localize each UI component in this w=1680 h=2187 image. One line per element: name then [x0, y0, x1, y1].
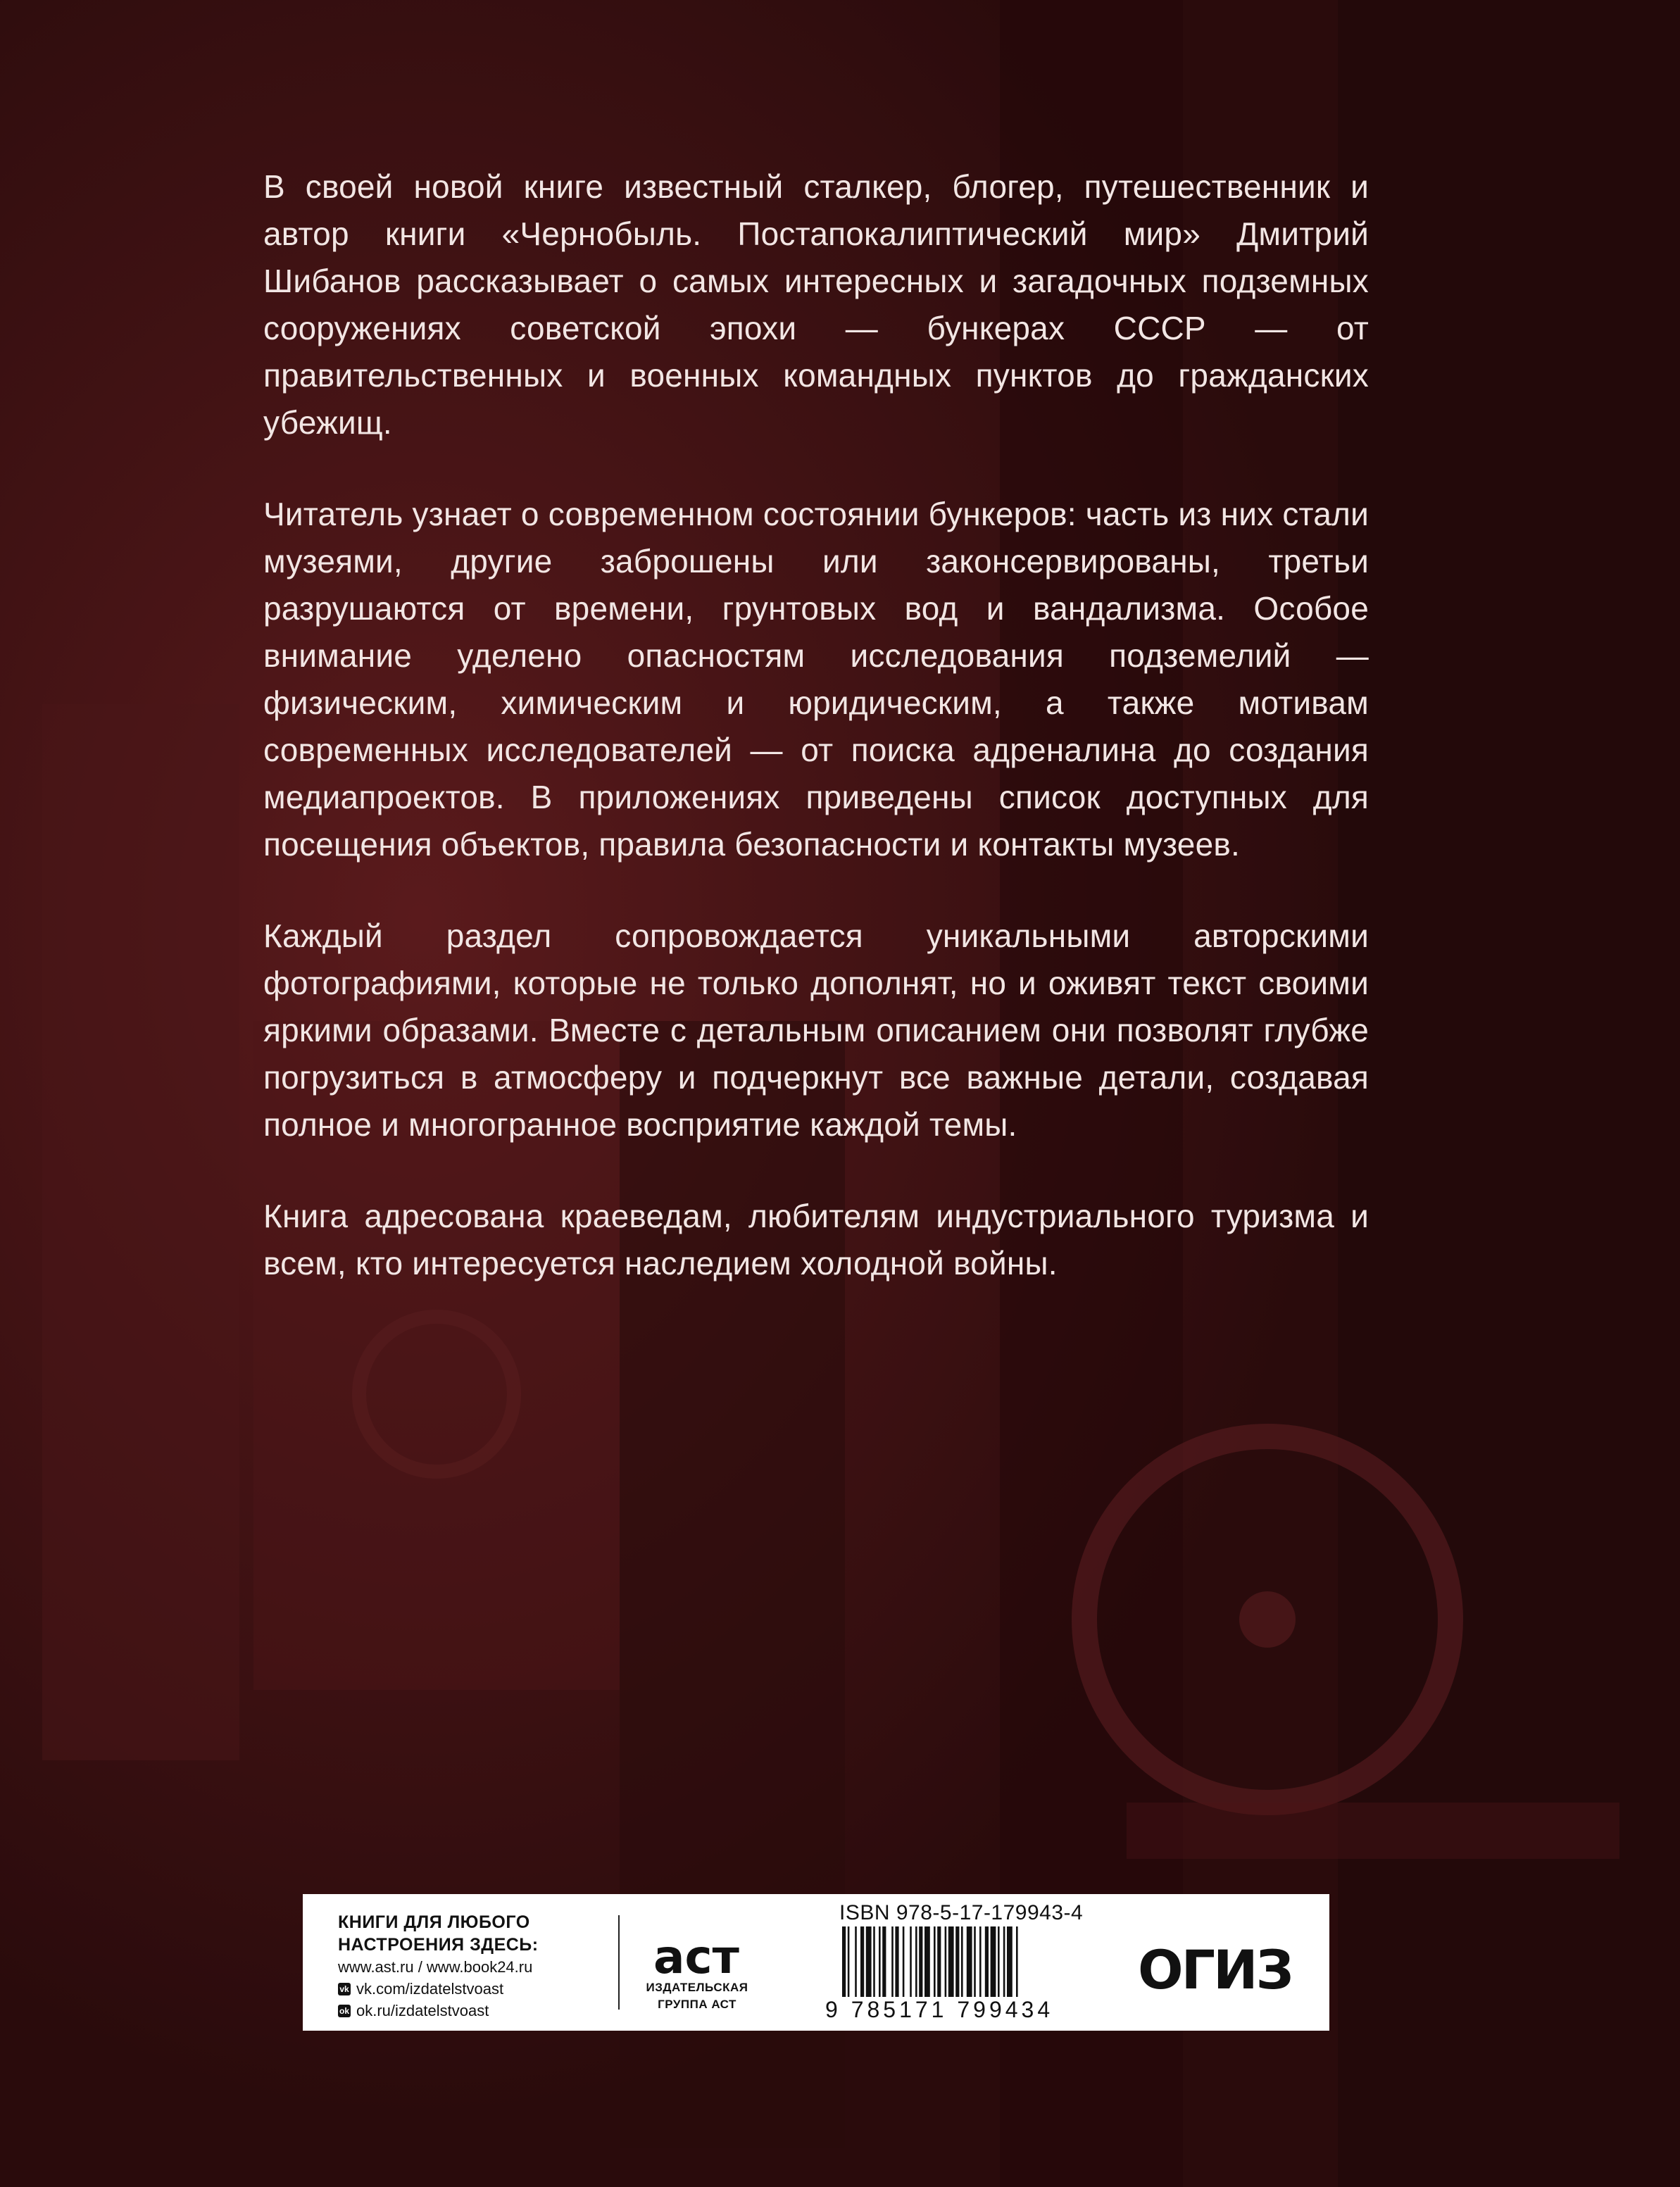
isbn: ISBN 978-5-17-179943-4: [839, 1901, 1084, 1924]
barcode-bar: [842, 1926, 846, 1997]
barcode-bar: [937, 1926, 941, 1997]
ogiz-logo: ОГИЗ: [1138, 1938, 1292, 2001]
barcode-bar: [961, 1926, 963, 1997]
barcode-bar: [1007, 1926, 1013, 1997]
vk-row: [338, 1978, 620, 2000]
barcode-bar: [924, 1926, 930, 1997]
barcode-bar: [910, 1926, 912, 1997]
paragraph-2: Читатель узнает о современном состоянии бункеров: часть из них стали музеями, другие заброшены или законсервированы, третьи разрушаются от времени, грунтовых вод и вандализма. Особое внимание уделено опасностям исследования подземелий — физическим, химическим и юридическим, а также мотивам современных исследователей — от поиска адреналина до создания медиапроектов. В приложениях приведены список доступных для посещения объектов, правила безопасности и контакты музеев.: [263, 496, 1369, 863]
paragraph-3: Каждый раздел сопровождается уникальными авторскими фотографиями, которые не только дополнят, но и оживят текст своими яркими образами. Вместе с детальным описанием они позволят глубже погрузиться в атмосферу и подчеркнут все важные детали, создавая полное и многогранное восприятие каждой темы.: [263, 917, 1369, 1143]
barcode-bar: [967, 1926, 972, 1997]
barcode-bar: [903, 1926, 905, 1997]
description-text: [263, 163, 1369, 1331]
barcode-digits: 9 785171 799434: [825, 1997, 1054, 2022]
barcode-bar: [848, 1926, 850, 1997]
barcode-bar: [1003, 1926, 1005, 1997]
barcode-bar: [915, 1926, 917, 1997]
barcode-bar: [882, 1926, 886, 1997]
websites-link[interactable]: www.ast.ru / www.book24.ru: [338, 1958, 533, 1976]
publisher-links: [338, 1911, 620, 2022]
publisher-info-box: [303, 1894, 1329, 2031]
paragraph-1: В своей новой книге известный сталкер, блогер, путешественник и автор книги «Чернобыль. Постапокалиптический мир» Дмитрий Шибанов рассказывает о самых интересных и загадочных подземных сооружениях советской эпохи — бункерах СССР — от правительственных и военных командных пунктов до гражданских убежищ.: [263, 168, 1369, 441]
barcode-bar: [991, 1926, 996, 1997]
ast-logo-text: аст: [653, 1930, 739, 1979]
links-headline-2: НАСТРОЕНИЯ ЗДЕСЬ:: [338, 1935, 539, 1955]
barcode-bar: [866, 1926, 872, 1997]
ok-link[interactable]: ok.ru/izdatelstvoast: [356, 2002, 489, 2019]
barcode-bar: [979, 1926, 982, 1997]
barcode-bar: [895, 1926, 898, 1997]
barcode-bar: [985, 1926, 989, 1997]
ast-logo: [634, 1912, 760, 2012]
paragraph-4: Книга адресована краеведам, любителям индустриального туризма и всем, кто интересуется наследием холодной войны.: [263, 1198, 1369, 1282]
barcode-bar: [1016, 1926, 1018, 1997]
barcode-bar: [873, 1926, 875, 1997]
barcode-bar: [955, 1926, 959, 1997]
divider: [618, 1915, 620, 2010]
ast-caption-2: ГРУППА АСТ: [658, 1998, 736, 2011]
ok-icon: ok: [339, 2005, 349, 2016]
websites-row: [338, 1956, 620, 1978]
barcode-bar: [948, 1926, 954, 1997]
barcode-bar: [855, 1926, 857, 1997]
vk-icon: vk: [338, 1983, 351, 1995]
ast-logo-mark: [648, 1912, 746, 1979]
barcode-bar: [974, 1926, 976, 1997]
barcode-bar: [879, 1926, 881, 1997]
barcode-bar: [934, 1926, 936, 1997]
barcode-bar: [998, 1926, 1000, 1997]
links-headline-1: КНИГИ ДЛЯ ЛЮБОГО: [338, 1912, 530, 1932]
barcode-bar: [891, 1926, 894, 1997]
barcode-bar: [860, 1926, 864, 1997]
barcode: [842, 1926, 1110, 1997]
ok-row: [338, 2000, 620, 2022]
barcode-bar: [919, 1926, 922, 1997]
vk-link[interactable]: vk.com/izdatelstvoast: [356, 1980, 504, 1998]
barcode-bar: [945, 1926, 947, 1997]
ast-caption-1: ИЗДАТЕЛЬСКАЯ: [646, 1981, 748, 1994]
